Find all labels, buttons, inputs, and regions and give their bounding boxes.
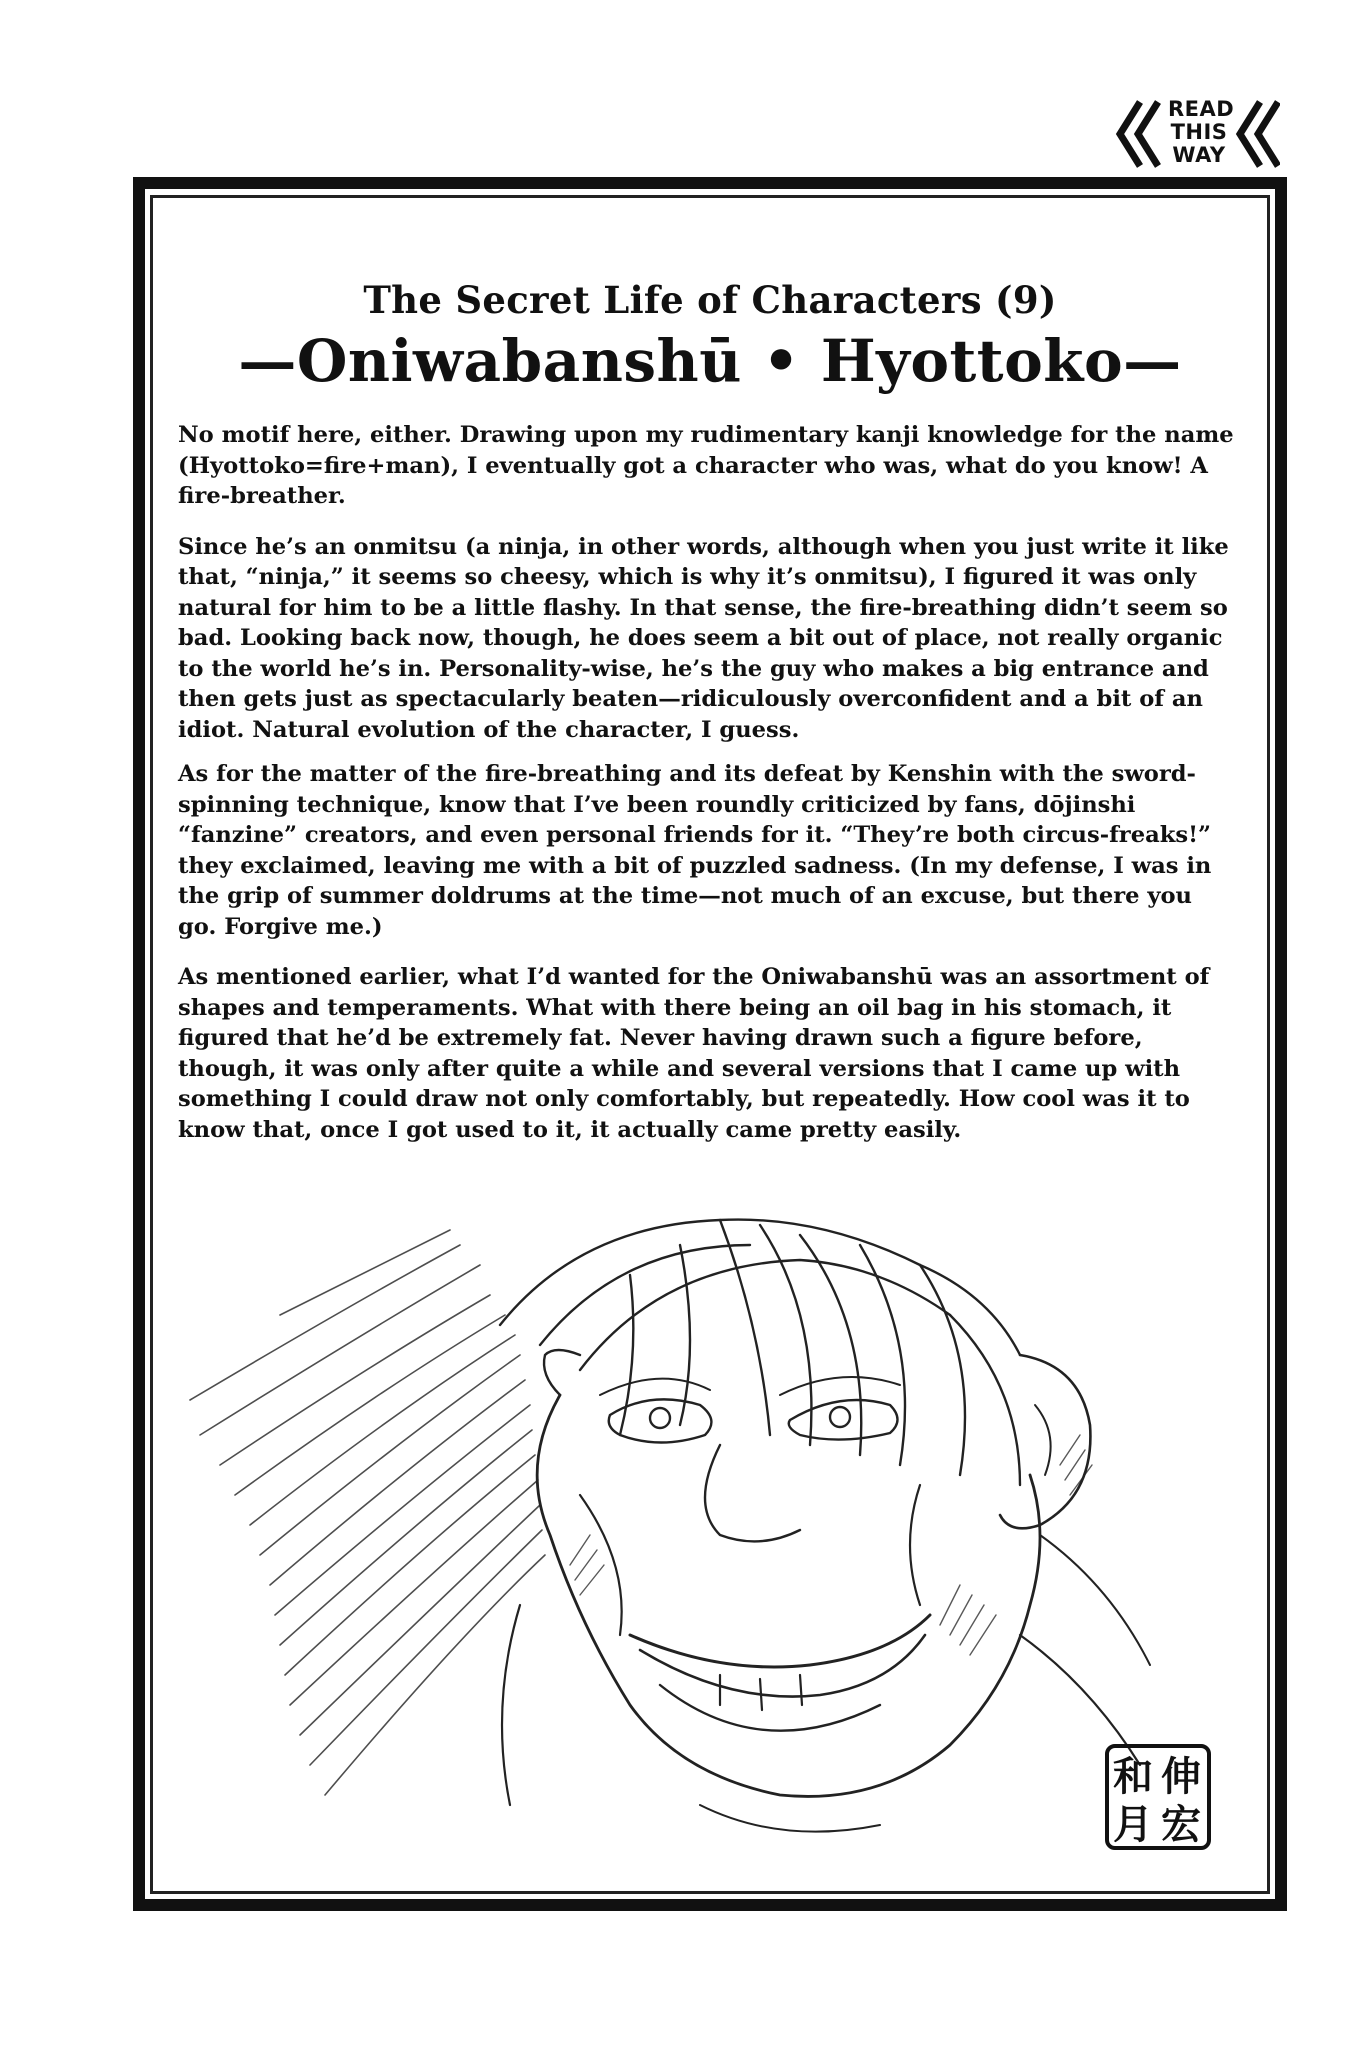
read-this-way-badge	[1110, 96, 1280, 172]
paragraph-2: Since he’s an onmitsu (a ninja, in other words, although when you just write it like that, “ninja,” it seems so cheesy, which is why it’s onmitsu), I figured it was only natural for him to be a little flashy. In that sense, the fire-breathing didn’t seem so bad. Looking back now, though, he does seem a bit out of place, not really organic to the world he’s in. Personality-wise, he’s the guy who makes a big entrance and then gets just as spectacularly beaten—ridiculously overconfident and a bit of an idiot. Natural evolution of the character, I guess.	[178, 533, 1229, 743]
page-subtitle: The Secret Life of Characters (9)	[363, 278, 1057, 322]
svg-text:月: 月	[1113, 1802, 1153, 1848]
article-body	[178, 420, 1238, 1159]
badge-line-this: THIS	[1170, 120, 1228, 144]
artist-seal-stamp	[1103, 1742, 1213, 1852]
paragraph-4: As mentioned earlier, what I’d wanted for the Oniwabanshū was an assortment of shapes and temperaments. What with there being an oil bag in his stomach, it figured that he’d be extremely fat. Never having drawn such a figure before, though, it was only after quite a while and several versions that I came up with something I could draw not only comfortably, but repeatedly. How cool was it to know that, once I got used to it, it actually came pretty easily.	[178, 964, 1210, 1143]
read-this-way-label	[1168, 97, 1235, 167]
svg-text:伸: 伸	[1161, 1754, 1201, 1800]
paragraph-1: No motif here, either. Drawing upon my rudimentary kanji knowledge for the name (Hyottoko=fire+man), I eventually got a character who was, what do you know! A fire-breather.	[178, 422, 1234, 509]
svg-text:和: 和	[1113, 1754, 1153, 1800]
svg-text:宏: 宏	[1161, 1802, 1201, 1848]
badge-line-read: READ	[1168, 97, 1235, 121]
page-title: —Oniwabanshū • Hyottoko—	[238, 327, 1182, 395]
badge-line-way: WAY	[1172, 143, 1226, 167]
hyottoko-sketch-illustration	[160, 1205, 1260, 1865]
paragraph-3: As for the matter of the fire-breathing and its defeat by Kenshin with the sword-spinning technique, know that I’ve been roundly criticized by fans, dōjinshi “fanzine” creators, and even personal friends for it. “They’re both circus-freaks!” they exclaimed, leaving me with a bit of puzzled sadness. (In my defense, I was in the grip of summer doldrums at the time—not much of an excuse, but there you go. Forgive me.)	[178, 761, 1212, 940]
